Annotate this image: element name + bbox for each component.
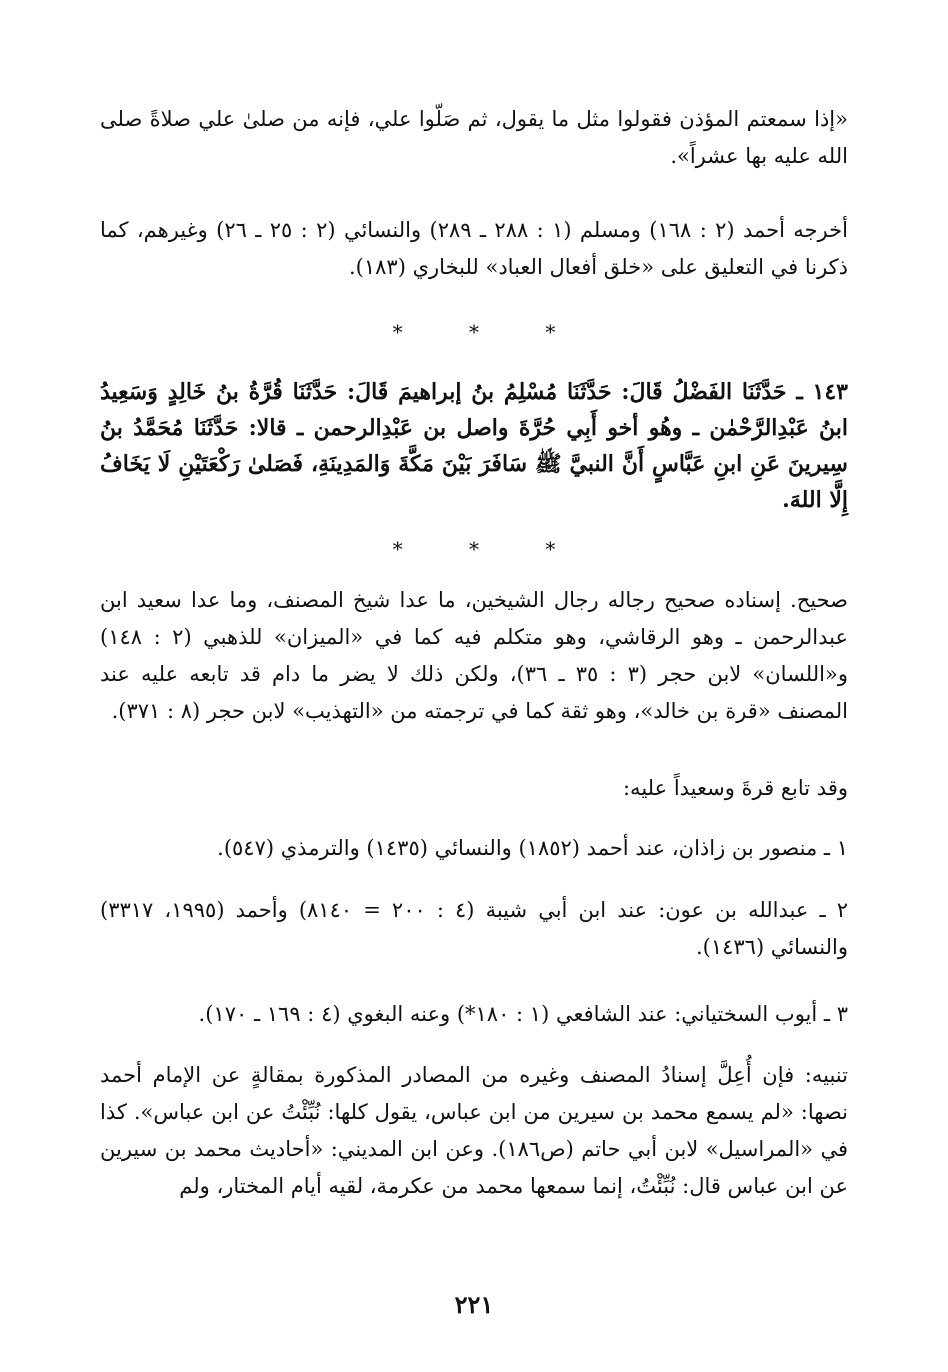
section-separator: * * * [392,537,586,561]
follower-item: ٢ ـ عبدالله بن عون: عند ابن أبي شيبة (٤ : ٢٠٠ = ٨١٤٠) وأحمد (١٩٩٥، ٣٣١٧) والنسائي (١٤٣٦). [100,898,849,959]
hadith-143-paragraph: ١٤٣ ـ حَدَّثَنَا الفَضْلُ قَالَ: حَدَّثَنَا مُسْلِمُ بنُ إبراهيمَ قَالَ: حَدَّثَنَا قُرَّةُ بنُ خَالِدٍ وَسَعِيدُ ابنُ عَبْدِالرَّحْمٰن ـ وهُو أخو أَبِي حُرَّةَ واصل بن عَبْدِالرحمن ـ قالا: حَدَّثَنَا مُحَمَّدُ بنُ سِيرينَ عَنِ ابنِ عَبَّاسٍ أَنَّ النبيَّ ﷺ سَافَرَ بَيْنَ مَكَّةَ وَالمَدِينَةِ، فَصَلىٰ رَكْعَتَيْنِ لَا يَخَافُ إِلَّا اللهَ. [100,379,848,513]
followers-intro: وقد تابع قرةَ وسعيداً عليه: [622,776,848,800]
follower-item: ٣ ـ أيوب السختياني: عند الشافعي (١ : ١٨٠*) وعنه البغوي (٤ : ١٦٩ ـ ١٧٠). [198,1002,848,1026]
note-paragraph: تنبيه: فإن أُعِلَّ إسنادُ المصنف وغيره من المصادر المذكورة بمقالةٍ عن الإمام أحمد نصها: «لم يسمع محمد بن سيرين من ابن عباس، يقول كلها: نُبِّئْتُ عن ابن عباس». كذا في «المراسيل» لابن أبي حاتم (ص١٨٦). وعن ابن المديني: «أحاديث محمد بن سيرين عن ابن عباس قال: نُبِّئْتُ، إنما سمعها محمد من عكرمة، لقيه أيام المختار، ولم [100,1063,848,1198]
section-separator: * * * [392,320,586,344]
hadith-quote-paragraph: «إذا سمعتم المؤذن فقولوا مثل ما يقول، ثم صَلّوا علي، فإنه من صلىٰ علي صلاةً صلى الله عليه بها عشراً». [100,107,848,168]
grading-paragraph: صحيح. إسناده صحيح رجاله رجال الشيخين، ما عدا شيخ المصنف، وما عدا سعيد ابن عبدالرحمن ـ وهو الرقاشي، وهو متكلم فيه كما في «الميزان» للذهبي (٢ : ١٤٨) و«اللسان» لابن حجر (٣ : ٣٥ ـ ٣٦)، ولكن ذلك لا يضر ما دام قد تابعه عليه عند المصنف «قرة بن خالد»، وهو ثقة كما في ترجمته من «التهذيب» لابن حجر (٨ : ٣٧١). [100,588,848,723]
page-number: ٢٢١ [454,1290,494,1319]
follower-item: ١ ـ منصور بن زاذان، عند أحمد (١٨٥٢) والنسائي (١٤٣٥) والترمذي (٥٤٧). [217,836,848,860]
takhrij-paragraph: أخرجه أحمد (٢ : ١٦٨) ومسلم (١ : ٢٨٨ ـ ٢٨٩) والنسائي (٢ : ٢٥ ـ ٢٦) وغيرهم، كما ذكرنا في التعليق على «خلق أفعال العباد» للبخاري (١٨٣). [100,218,848,279]
